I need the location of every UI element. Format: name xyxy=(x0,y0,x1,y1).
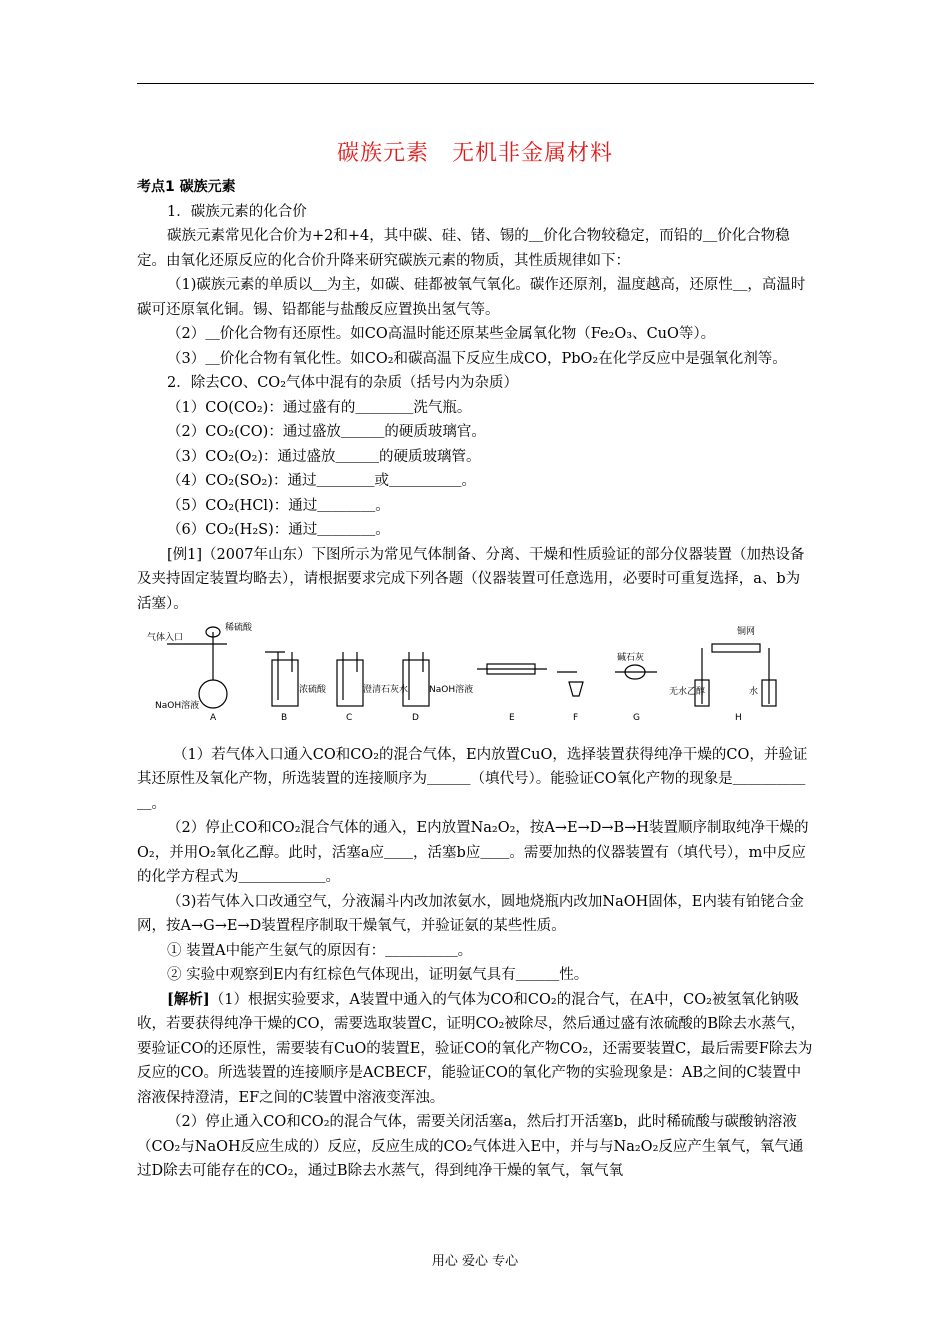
page-footer: 用心 爱心 专心 xyxy=(431,1254,519,1269)
figure-label: A xyxy=(210,713,217,722)
paragraph: （2）＿价化合物有还原性。如CO高温时能还原某些金属氧化物（Fe₂O₃、CuO等）。 xyxy=(167,326,716,342)
paragraph: （1)碳族元素的单质以＿为主，如碳、硅都被氧气氧化。碳作还原剂，温度越高，还原性＿，高温时碳可还原氧化铜。锡、铅都能与盐酸反应置换出氢气等。 xyxy=(137,277,806,318)
paragraph: （3）＿价化合物有氧化性。如CO₂和碳高温下反应生成CO，PbO₂在化学反应中是强氧化剂等。 xyxy=(167,350,787,367)
section-heading: 考点1 碳族元素 xyxy=(137,179,236,195)
header-rule xyxy=(137,83,814,84)
list-item: （4）CO₂(SO₂)：通过＿＿＿＿或＿＿＿＿＿。 xyxy=(167,473,476,489)
figure-label: H xyxy=(735,713,742,722)
figure-label: B xyxy=(281,713,288,722)
figure-text: 气体入口 xyxy=(147,633,184,643)
figure-text: NaOH溶液 xyxy=(429,685,474,695)
analysis-label: [解析] xyxy=(167,990,210,1008)
list-item: （1）CO(CO₂)：通过盛有的＿＿＿＿洗气瓶。 xyxy=(167,399,472,416)
question: （3)若气体入口改通空气，分液漏斗内改加浓氨水，圆地烧瓶内改加NaOH固体，E内装有铂铑合金网，按A→G→E→D装置程序制取干燥氧气，并验证氨的某些性质。 xyxy=(137,893,804,934)
analysis-text: （1）根据实验要求，A装置中通入的气体为CO和CO₂的混合气，在A中，CO₂被氢氧化钠吸收，若要获得纯净干燥的CO，需要选取装置C，证明CO₂被除尽，然后通过盛有浓硫酸的B除去水蒸气，要验证CO的还原性，需要装有CuO的装置E，验证CO的氧化产物CO₂，还需要装置C，最后需要F除去为反应的CO。所选装置的连接顺序是ACBECF，能验证CO的氧化产物的实验现象是：AB之间的C装置中溶液保持澄清，EF之间的C装置中溶液变浑浊。 xyxy=(137,991,813,1106)
figure-text: 水 xyxy=(749,687,759,697)
list-item: （3）CO₂(O₂)：通过盛放＿＿＿的硬质玻璃管。 xyxy=(167,448,481,465)
figure-text: 稀硫酸 xyxy=(225,623,253,633)
figure-text: 铜网 xyxy=(737,627,756,637)
figure-label: E xyxy=(509,713,515,722)
question: （1）若气体入口通入CO和CO₂的混合气体，E内放置CuO，选择装置获得纯净干燥的CO，并验证其还原性及氧化产物，所选装置的连接顺序为＿＿＿（填代号）。能验证CO氧化产物的现象是＿＿＿＿＿＿。 xyxy=(137,746,808,812)
figure-text: 无水乙醇 xyxy=(669,687,706,697)
figure-text: 碱石灰 xyxy=(617,653,645,663)
apparatus-figure xyxy=(137,622,814,722)
question: ② 实验中观察到E内有红棕色气体现出，证明氨气具有＿＿＿性。 xyxy=(167,967,589,983)
figure-text: NaOH溶液 xyxy=(155,701,200,711)
paragraph: 碳族元素常见化合价为+2和+4，其中碳、硅、锗、锡的＿价化合物较稳定，而铅的＿价化合物稳定。由氧化还原反应的化合价升降来研究碳族元素的物质，其性质规律如下： xyxy=(137,228,790,269)
page-title: 碳族元素 无机非金属材料 xyxy=(336,141,613,166)
document-body xyxy=(137,175,814,1184)
figure-label: C xyxy=(346,713,353,722)
example-paragraph: [例1]（2007年山东）下图所示为常见气体制备、分离、干燥和性质验证的部分仪器装置（加热设备及夹持固定装置均略去），请根据要求完成下列各题（仪器装置可任意选用，必要时可重复选择，a、b为活塞）。 xyxy=(137,546,805,612)
analysis-paragraph xyxy=(137,988,814,1111)
paragraph: 2．除去CO、CO₂气体中混有的杂质（括号内为杂质） xyxy=(167,375,519,391)
figure-label: F xyxy=(573,713,579,722)
list-item: （2）CO₂(CO)：通过盛放＿＿＿的硬质玻璃官。 xyxy=(167,424,486,440)
figure-text: 浓硫酸 xyxy=(299,685,327,695)
question: ① 装置A中能产生氨气的原因有：＿＿＿＿＿。 xyxy=(167,942,473,959)
figure-label: G xyxy=(633,713,640,722)
paragraph: 1．碳族元素的化合价 xyxy=(167,203,307,220)
analysis-paragraph: （2）停止通入CO和CO₂的混合气体，需要关闭活塞a，然后打开活塞b，此时稀硫酸与碳酸钠溶液（CO₂与NaOH反应生成的）反应，反应生成的CO₂气体进入E中，并与与Na₂O₂反应产生氧气，氧气通过D除去可能存在的CO₂，通过B除去水蒸气，得到纯净干燥的氧气，氧气氧 xyxy=(137,1114,804,1179)
figure-text: 澄清石灰水 xyxy=(363,685,409,695)
list-item: （6）CO₂(H₂S)：通过＿＿＿＿。 xyxy=(167,522,390,538)
figure-label: D xyxy=(412,713,419,722)
question: （2）停止CO和CO₂混合气体的通入，E内放置Na₂O₂，按A→E→D→B→H装置顺序制取纯净干燥的O₂，并用O₂氧化乙醇。此时，活塞a应＿＿，活塞b应＿＿。需要加热的仪器装置有（填代号），m中反应的化学方程式为＿＿＿＿＿＿。 xyxy=(137,820,809,885)
list-item: （5）CO₂(HCl)：通过＿＿＿＿。 xyxy=(167,497,390,514)
